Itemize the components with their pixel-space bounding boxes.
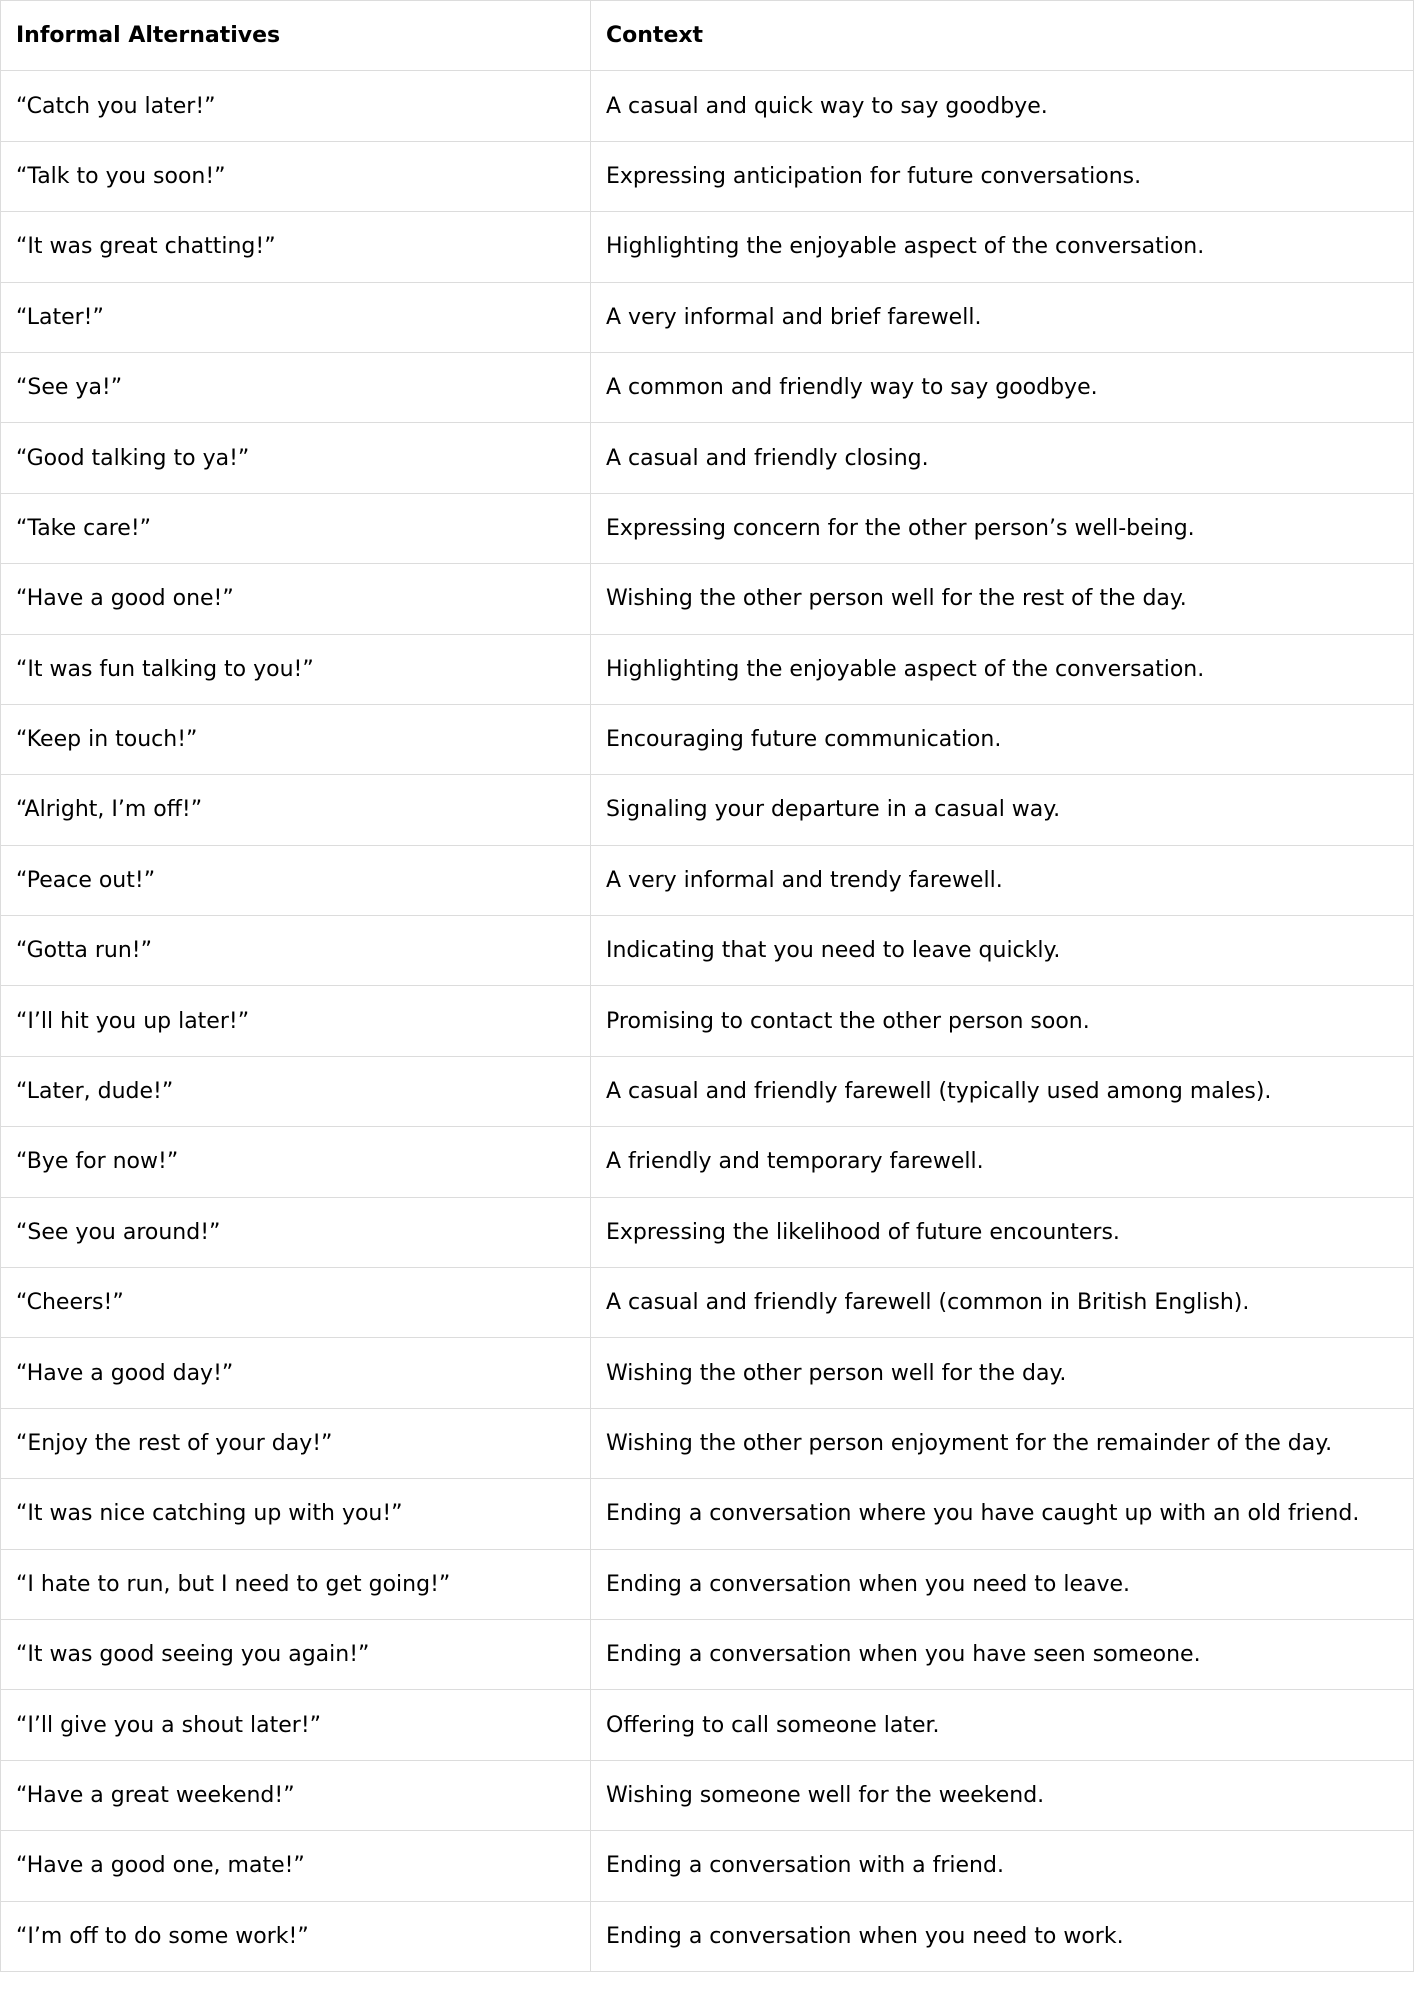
table-row bbox=[1, 1760, 1414, 1830]
phrase-cell: “Gotta run!” bbox=[1, 916, 591, 986]
column-header-context: Context bbox=[591, 1, 1414, 71]
context-cell: Wishing the other person well for the day. bbox=[591, 1338, 1414, 1408]
context-cell: Ending a conversation when you need to leave. bbox=[591, 1549, 1414, 1619]
table-row bbox=[1, 1268, 1414, 1338]
table-row bbox=[1, 986, 1414, 1056]
context-cell: A casual and quick way to say goodbye. bbox=[591, 71, 1414, 141]
phrase-cell: “Have a good day!” bbox=[1, 1338, 591, 1408]
context-cell: Expressing the likelihood of future encounters. bbox=[591, 1197, 1414, 1267]
phrase-cell: “Have a great weekend!” bbox=[1, 1760, 591, 1830]
phrase-cell: “Take care!” bbox=[1, 493, 591, 563]
table-row bbox=[1, 1056, 1414, 1126]
table-row bbox=[1, 282, 1414, 352]
phrase-cell: “I’m off to do some work!” bbox=[1, 1901, 591, 1971]
phrase-cell: “I hate to run, but I need to get going!” bbox=[1, 1549, 591, 1619]
context-cell: Offering to call someone later. bbox=[591, 1690, 1414, 1760]
table-row bbox=[1, 1338, 1414, 1408]
phrase-cell: “See ya!” bbox=[1, 352, 591, 422]
phrase-cell: “Later!” bbox=[1, 282, 591, 352]
context-cell: Highlighting the enjoyable aspect of the conversation. bbox=[591, 212, 1414, 282]
context-cell: A casual and friendly farewell (common in British English). bbox=[591, 1268, 1414, 1338]
phrase-cell: “Talk to you soon!” bbox=[1, 141, 591, 211]
context-cell: Expressing anticipation for future conversations. bbox=[591, 141, 1414, 211]
table-row bbox=[1, 1479, 1414, 1549]
context-cell: Ending a conversation with a friend. bbox=[591, 1831, 1414, 1901]
table-row bbox=[1, 1127, 1414, 1197]
context-cell: Indicating that you need to leave quickly. bbox=[591, 916, 1414, 986]
context-cell: Ending a conversation when you need to work. bbox=[591, 1901, 1414, 1971]
context-cell: Expressing concern for the other person’s well-being. bbox=[591, 493, 1414, 563]
table-row bbox=[1, 1690, 1414, 1760]
table-row bbox=[1, 141, 1414, 211]
table-row bbox=[1, 423, 1414, 493]
table-row bbox=[1, 704, 1414, 774]
phrase-cell: “Peace out!” bbox=[1, 845, 591, 915]
phrase-cell: “Cheers!” bbox=[1, 1268, 591, 1338]
column-header-informal-alternatives: Informal Alternatives bbox=[1, 1, 591, 71]
phrase-cell: “See you around!” bbox=[1, 1197, 591, 1267]
table-row bbox=[1, 212, 1414, 282]
phrase-cell: “Alright, I’m off!” bbox=[1, 775, 591, 845]
context-cell: A very informal and trendy farewell. bbox=[591, 845, 1414, 915]
context-cell: Promising to contact the other person soon. bbox=[591, 986, 1414, 1056]
table-row bbox=[1, 1831, 1414, 1901]
context-cell: Ending a conversation when you have seen someone. bbox=[591, 1619, 1414, 1689]
context-cell: A friendly and temporary farewell. bbox=[591, 1127, 1414, 1197]
table-row bbox=[1, 564, 1414, 634]
table-row bbox=[1, 775, 1414, 845]
table-row bbox=[1, 916, 1414, 986]
context-cell: Signaling your departure in a casual way. bbox=[591, 775, 1414, 845]
phrase-cell: “It was good seeing you again!” bbox=[1, 1619, 591, 1689]
table-row bbox=[1, 493, 1414, 563]
table-row bbox=[1, 1901, 1414, 1971]
context-cell: Ending a conversation where you have caught up with an old friend. bbox=[591, 1479, 1414, 1549]
phrase-cell: “Have a good one!” bbox=[1, 564, 591, 634]
context-cell: Wishing the other person enjoyment for the remainder of the day. bbox=[591, 1408, 1414, 1478]
phrase-cell: “Later, dude!” bbox=[1, 1056, 591, 1126]
phrase-cell: “I’ll hit you up later!” bbox=[1, 986, 591, 1056]
context-cell: A common and friendly way to say goodbye. bbox=[591, 352, 1414, 422]
table-row bbox=[1, 71, 1414, 141]
phrase-cell: “Enjoy the rest of your day!” bbox=[1, 1408, 591, 1478]
context-cell: A casual and friendly closing. bbox=[591, 423, 1414, 493]
table-row bbox=[1, 1549, 1414, 1619]
table-row bbox=[1, 634, 1414, 704]
context-cell: Wishing the other person well for the rest of the day. bbox=[591, 564, 1414, 634]
phrase-cell: “I’ll give you a shout later!” bbox=[1, 1690, 591, 1760]
table-row bbox=[1, 1619, 1414, 1689]
context-cell: A very informal and brief farewell. bbox=[591, 282, 1414, 352]
phrase-cell: “Keep in touch!” bbox=[1, 704, 591, 774]
table-row bbox=[1, 845, 1414, 915]
phrase-cell: “Catch you later!” bbox=[1, 71, 591, 141]
context-cell: A casual and friendly farewell (typically used among males). bbox=[591, 1056, 1414, 1126]
context-cell: Encouraging future communication. bbox=[591, 704, 1414, 774]
context-cell: Wishing someone well for the weekend. bbox=[591, 1760, 1414, 1830]
phrase-cell: “Good talking to ya!” bbox=[1, 423, 591, 493]
phrase-cell: “It was nice catching up with you!” bbox=[1, 1479, 591, 1549]
phrase-cell: “Bye for now!” bbox=[1, 1127, 591, 1197]
phrase-cell: “Have a good one, mate!” bbox=[1, 1831, 591, 1901]
table-row bbox=[1, 1197, 1414, 1267]
table-row bbox=[1, 1408, 1414, 1478]
context-cell: Highlighting the enjoyable aspect of the conversation. bbox=[591, 634, 1414, 704]
table-row bbox=[1, 352, 1414, 422]
table-header-row bbox=[1, 1, 1414, 71]
phrase-cell: “It was great chatting!” bbox=[1, 212, 591, 282]
phrase-cell: “It was fun talking to you!” bbox=[1, 634, 591, 704]
table-body bbox=[1, 71, 1414, 1972]
